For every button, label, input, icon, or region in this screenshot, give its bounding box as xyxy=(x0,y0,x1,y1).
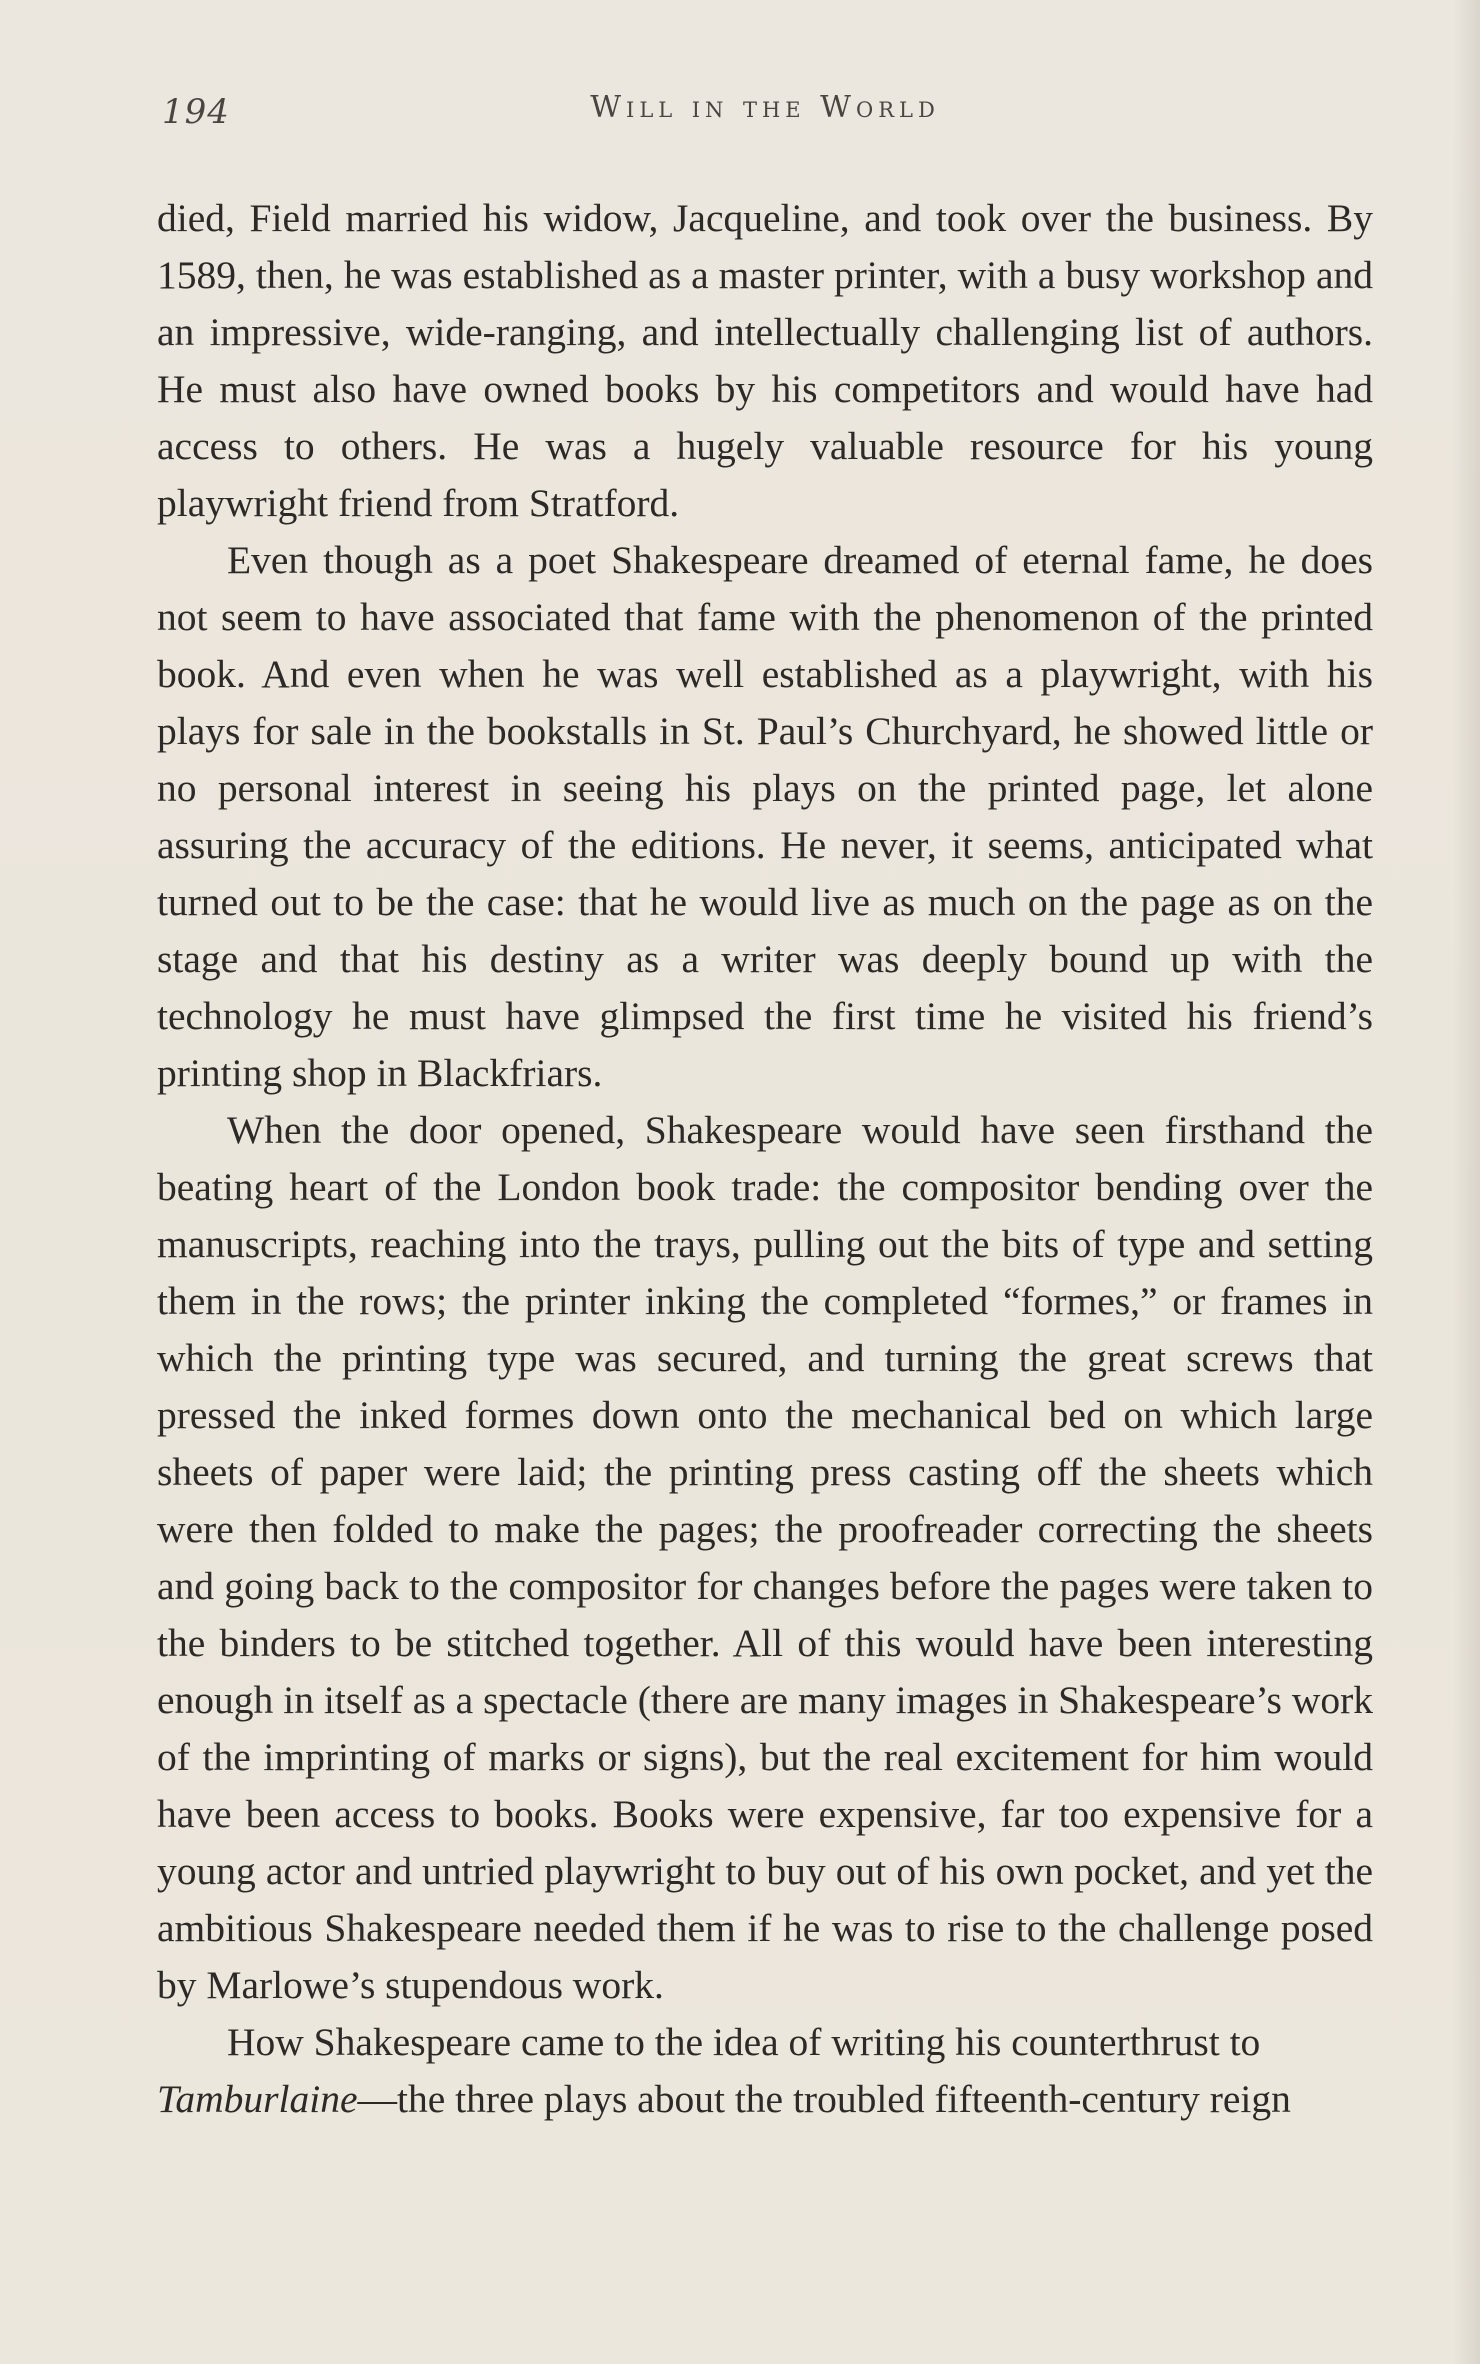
body-text xyxy=(157,190,1373,2128)
paragraph-1: died, Field married his widow, Jacqueline, and took over the business. By 1589, then, he was established as a master printer, with a busy workshop and an impressive, wide-ranging, and intellectually challenging list of authors. He must also have owned books by his competitors and would have had access to others. He was a hugely valuable resource for his young playwright friend from Stratford. xyxy=(157,196,1373,525)
page-number: 194 xyxy=(162,92,230,132)
book-title-tamburlaine: Tamburlaine xyxy=(157,2077,358,2121)
paragraph-2: Even though as a poet Shakespeare dreamed of eternal fame, he does not seem to have associated that fame with the phenomenon of the printed book. And even when he was well established as a playwright, with his plays for sale in the bookstalls in St. Paul’s Churchyard, he showed little or no personal interest in seeing his plays on the printed page, let alone assuring the accuracy of the editions. He never, it seems, anticipated what turned out to be the case: that he would live as much on the page as on the stage and that his destiny as a writer was deeply bound up with the technology he must have glimpsed the first time he visited his friend’s printing shop in Blackfriars. xyxy=(157,538,1373,1095)
paragraph-4-rest: —the three plays about the troubled fifteenth-century reign xyxy=(357,2077,1291,2121)
paragraph-3: When the door opened, Shakespeare would have seen firsthand the beating heart of the London book trade: the compositor bending over the manuscripts, reaching into the trays, pulling out the bits of type and setting them in the rows; the printer inking the completed “formes,” or frames in which the printing type was secured, and turning the great screws that pressed the inked formes down onto the mechanical bed on which large sheets of paper were laid; the printing press casting off the sheets which were then folded to make the pages; the proofreader correcting the sheets and going back to the compositor for changes before the pages were taken to the binders to be stitched together. All of this would have been interesting enough in itself as a spectacle (there are many images in Shakespeare’s work of the imprinting of marks or signs), but the real excitement for him would have been access to books. Books were expensive, far too expensive for a young actor and untried playwright to buy out of his own pocket, and yet the ambitious Shakespeare needed them if he was to rise to the challenge posed by Marlowe’s stupendous work. xyxy=(157,1108,1373,2007)
page-header xyxy=(157,88,1373,138)
paragraph-4-lead: How Shakespeare came to the idea of writing his counterthrust to xyxy=(227,2020,1261,2064)
running-head: Will in the World xyxy=(590,90,940,125)
page-edge-shadow xyxy=(1452,0,1480,2364)
paragraph-4 xyxy=(157,2014,1373,2128)
